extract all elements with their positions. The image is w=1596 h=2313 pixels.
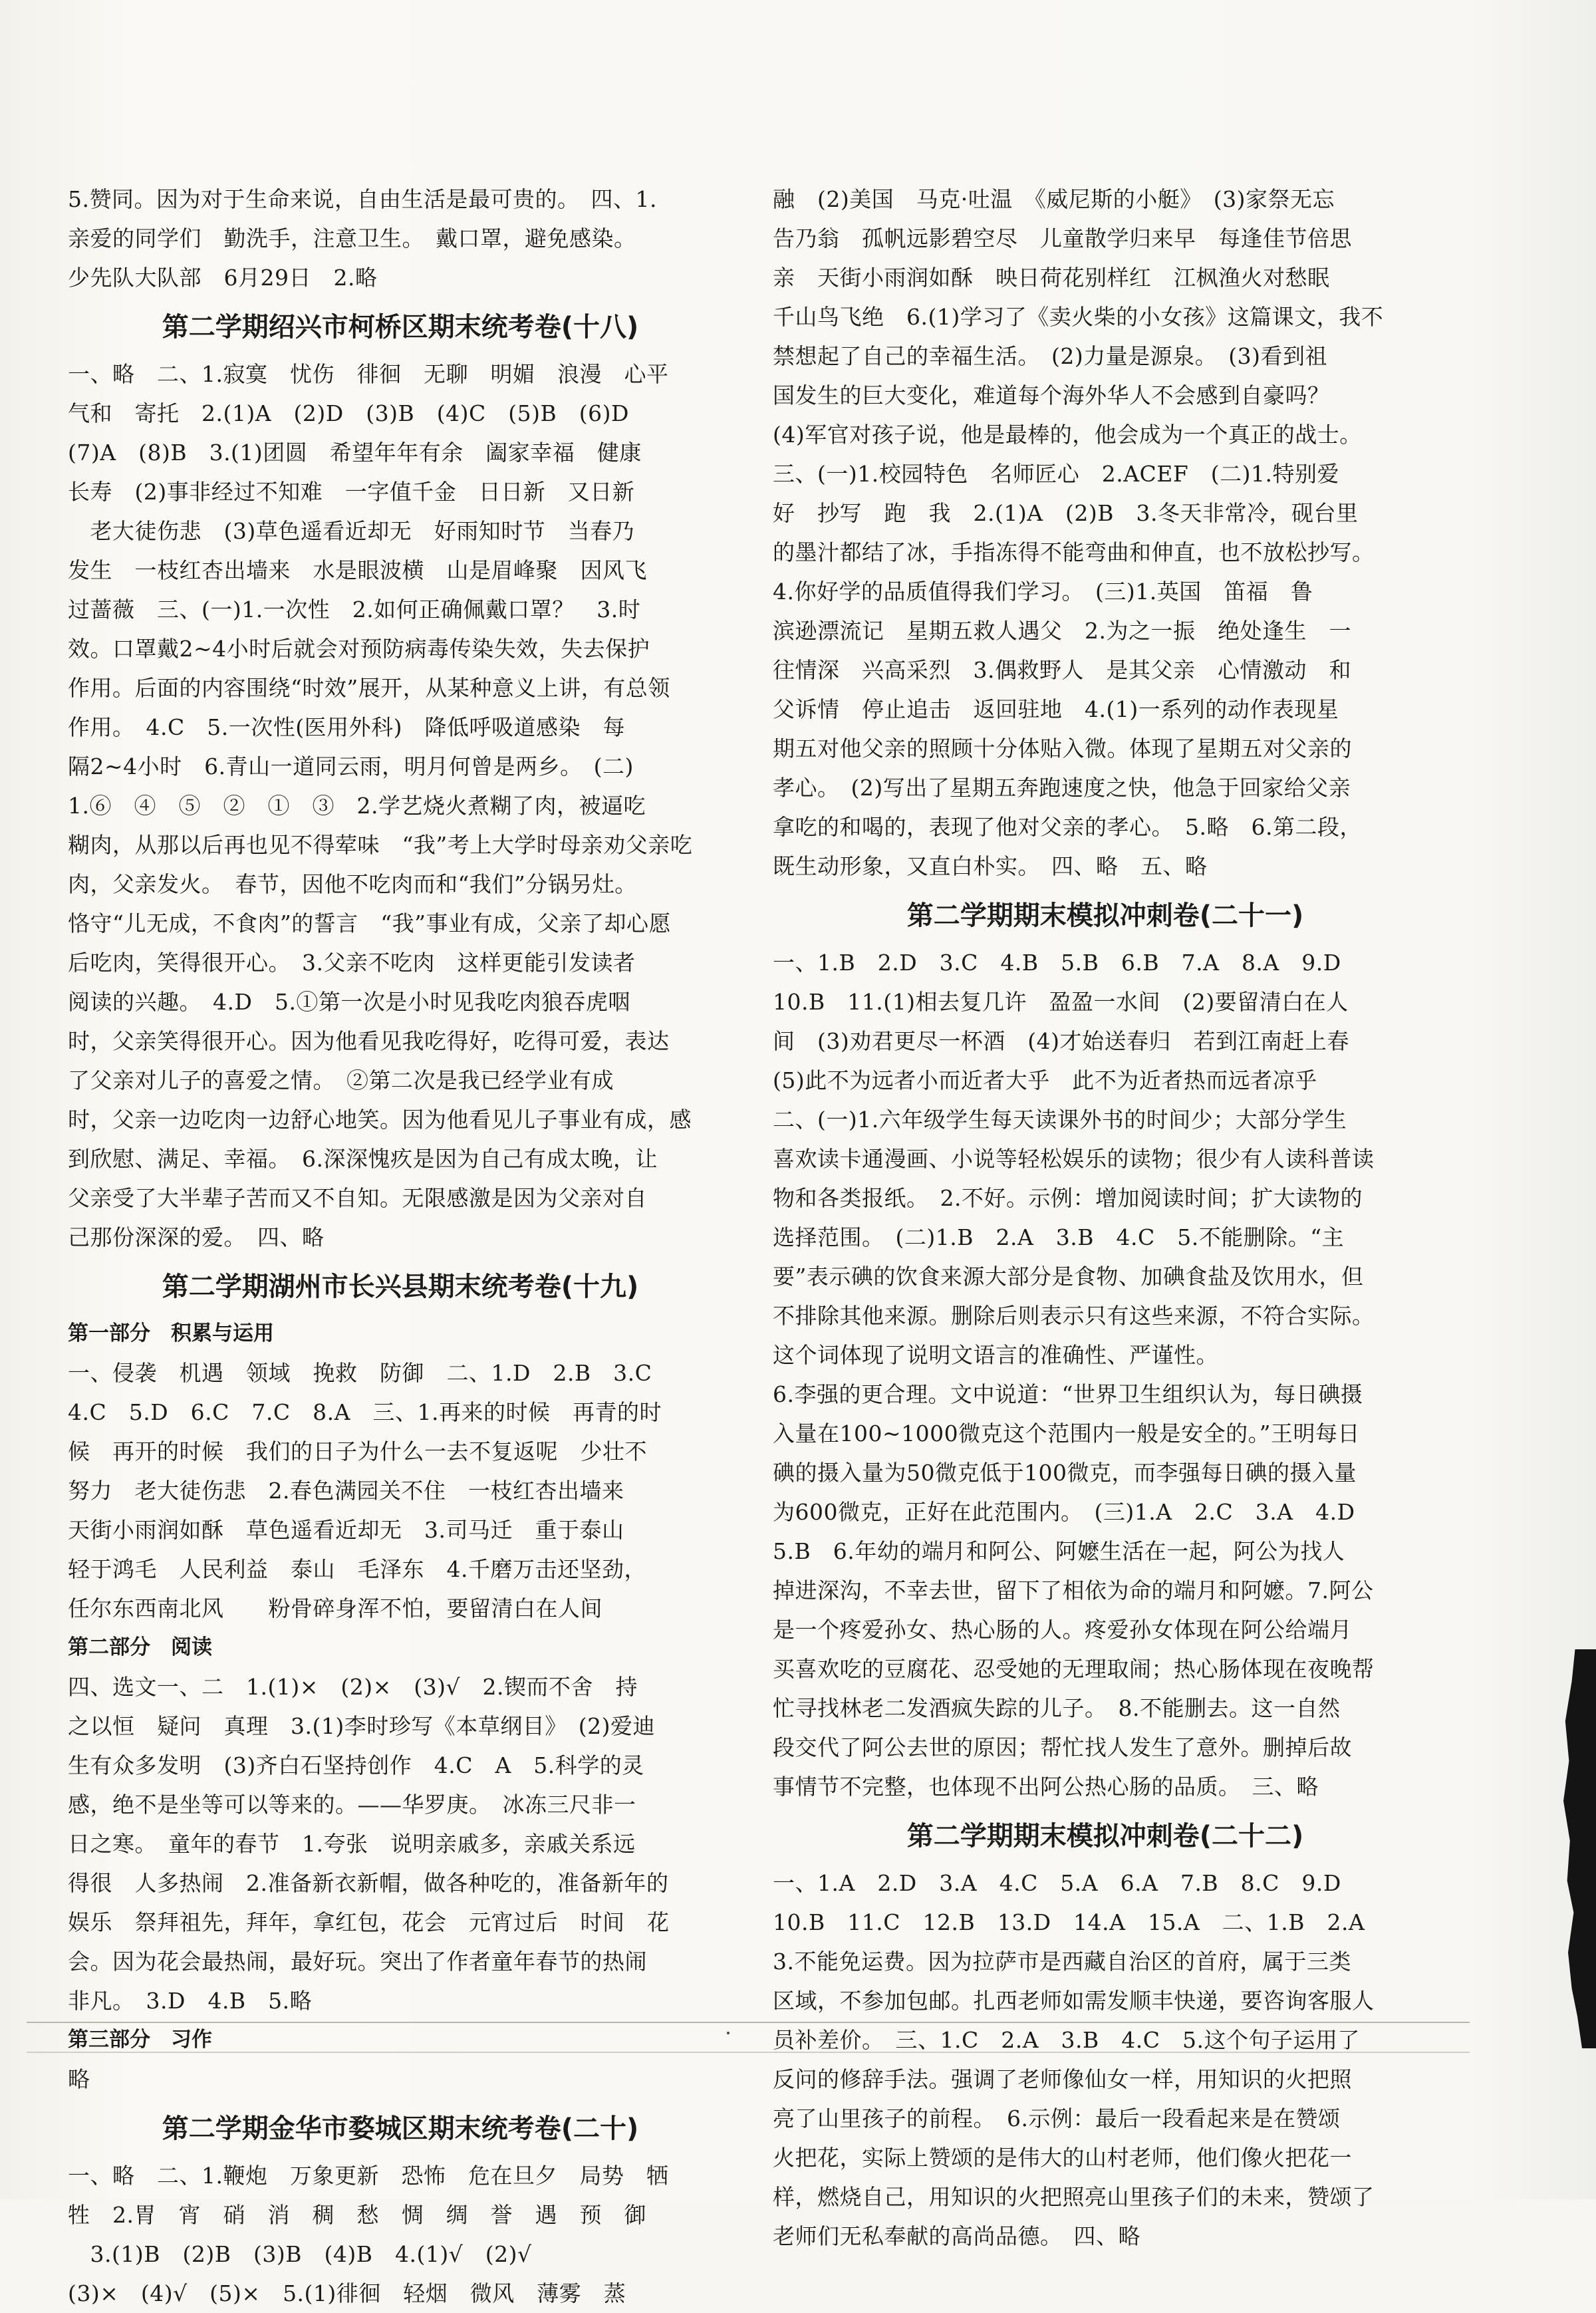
answer-line: 亲爱的同学们 勤洗手，注意卫生。 戴口罩，避免感染。 (68, 225, 636, 251)
scan-speck (727, 2032, 730, 2034)
answer-line: 3.不能免运费。因为拉萨市是西藏自治区的首府，属于三类 (773, 1949, 1351, 1974)
section-heading: 第二学期湖州市长兴县期末统考卷(十九) (162, 1272, 639, 1302)
answer-line: 二、(一)1.六年级学生每天读课外书的时间少；大部分学生 (773, 1107, 1347, 1133)
answer-line: 天街小雨润如酥 草色遥看近却无 3.司马迁 重于泰山 (68, 1517, 624, 1543)
answer-line: 一、略 二、1.鞭炮 万象更新 恐怖 危在旦夕 局势 牺 (68, 2163, 669, 2189)
answer-line: 气和 寄托 2.(1)A (2)D (3)B (4)C (5)B (6)D (68, 400, 629, 426)
answer-line: 告乃翁 孤帆远影碧空尽 儿童散学归来早 每逢佳节倍思 (773, 225, 1352, 251)
answer-line: 亮了山里孩子的前程。 6.示例：最后一段看起来是在赞颂 (773, 2106, 1341, 2131)
answer-line: 三、(一)1.校园特色 名师匠心 2.ACEF (二)1.特别爱 (773, 461, 1340, 487)
answer-line: (4)军官对孩子说，他是最棒的，他会成为一个真正的战士。 (773, 422, 1362, 448)
answer-line: 事情节不完整，也体现不出阿公热心肠的品质。 三、略 (773, 1774, 1319, 1800)
answer-line: 效。口罩戴2~4小时后就会对预防病毒传染失效，失去保护 (68, 636, 650, 662)
part-subheading: 第三部分 习作 (68, 2028, 212, 2052)
part-subheading: 第二部分 阅读 (68, 1635, 212, 1659)
answer-line: 父诉情 停止追击 返回驻地 4.(1)一系列的动作表现星 (773, 696, 1339, 722)
answer-line: 为600微克，正好在此范围内。 (三)1.A 2.C 3.A 4.D (773, 1499, 1355, 1525)
answer-line: 孝心。 (2)写出了星期五奔跑速度之快，他急于回家给父亲 (773, 775, 1351, 801)
answer-line: 这个词体现了说明文语言的准确性、严谨性。 (773, 1342, 1218, 1368)
answer-line: 糊肉，从那以后再也见不得荤味 “我”考上大学时母亲劝父亲吃 (68, 832, 693, 858)
bottom-rule-2 (27, 2052, 1470, 2053)
answer-line: 隔2~4小时 6.青山一道同云雨，明月何曾是两乡。 (二) (68, 753, 634, 779)
answer-line: (5)此不为远者小而近者大乎 此不为近者热而远者凉乎 (773, 1067, 1317, 1093)
answer-line: 期五对他父亲的照顾十分体贴入微。体现了星期五对父亲的 (773, 736, 1352, 761)
answer-line: 一、略 二、1.寂寞 忧伤 徘徊 无聊 明媚 浪漫 心平 (68, 361, 669, 387)
answer-line: 牲 2.胃 宵 硝 消 稠 愁 惆 绸 誉 遇 预 御 (68, 2202, 646, 2228)
section-heading: 第二学期期末模拟冲刺卷(二十二) (906, 1821, 1304, 1851)
answer-line: 日之寒。 童年的春节 1.夸张 说明亲戚多，亲戚关系远 (68, 1831, 636, 1857)
answer-line: 时，父亲笑得很开心。因为他看见我吃得好，吃得可爱，表达 (68, 1028, 670, 1054)
answer-line: 一、1.A 2.D 3.A 4.C 5.A 6.A 7.B 8.C 9.D (773, 1870, 1341, 1896)
answer-line: 禁想起了自己的幸福生活。 (2)力量是源泉。 (3)看到祖 (773, 343, 1327, 369)
answer-line: 候 再开的时候 我们的日子为什么一去不复返呢 少壮不 (68, 1438, 647, 1464)
answer-line: 得很 人多热闹 2.准备新衣新帽，做各种吃的，准备新年的 (68, 1870, 669, 1896)
answer-line: 10.B 11.C 12.B 13.D 14.A 15.A 二、1.B 2.A (773, 1909, 1365, 1935)
answer-line: 后吃肉，笑得很开心。 3.父亲不吃肉 这样更能引发读者 (68, 950, 636, 976)
answer-line: 是一个疼爱孙女、热心肠的人。疼爱孙女体现在阿公给端月 (773, 1617, 1352, 1643)
answer-line: 反问的修辞手法。强调了老师像仙女一样，用知识的火把照 (773, 2066, 1352, 2092)
answer-line: 区域，不参加包邮。扎西老师如需发顺丰快递，要咨询客服人 (773, 1988, 1375, 2014)
answer-line: 要”表示碘的饮食来源大部分是食物、加碘食盐及饮用水，但 (773, 1264, 1364, 1290)
answer-line: 滨逊漂流记 星期五救人遇父 2.为之一振 绝处逢生 一 (773, 618, 1351, 644)
left-column (68, 180, 733, 2313)
answer-line: 作用。 4.C 5.一次性(医用外科) 降低呼吸道感染 每 (68, 714, 625, 740)
section-heading: 第二学期金华市婺城区期末统考卷(二十) (162, 2113, 639, 2144)
answer-line: 火把花，实际上赞颂的是伟大的山村老师，他们像火把花一 (773, 2145, 1352, 2171)
answer-line: 到欣慰、满足、幸福。 6.深深愧疚是因为自己有成太晚，让 (68, 1146, 658, 1172)
answer-line: 间 (3)劝君更尽一杯酒 (4)才始送春归 若到江南赶上春 (773, 1028, 1349, 1054)
answer-line: 的墨汁都结了冰，手指冻得不能弯曲和伸直，也不放松抄写。 (773, 539, 1375, 565)
answer-line: 过蔷薇 三、(一)1.一次性 2.如何正确佩戴口罩？ 3.时 (68, 597, 641, 622)
answer-line: 任尔东西南北风 粉骨碎身浑不怕，要留清白在人间 (68, 1595, 602, 1621)
answer-line: 1.⑥ ④ ⑤ ② ① ③ 2.学艺烧火煮糊了肉，被逼吃 (68, 793, 646, 819)
answer-line: 4.你好学的品质值得我们学习。 (三)1.英国 笛福 鲁 (773, 579, 1313, 605)
answer-line: 碘的摄入量为50微克低于100微克，而李强每日碘的摄入量 (773, 1460, 1357, 1486)
section-heading: 第二学期期末模拟冲刺卷(二十一) (906, 900, 1304, 931)
answer-line: 员补差价。 三、1.C 2.A 3.B 4.C 5.这个句子运用了 (773, 2027, 1361, 2053)
answer-line: 四、选文一、二 1.(1)× (2)× (3)√ 2.锲而不舍 持 (68, 1674, 638, 1700)
right-column (773, 180, 1438, 2256)
answer-line: 物和各类报纸。 2.不好。示例：增加阅读时间；扩大读物的 (773, 1185, 1363, 1211)
answer-line: 作用。后面的内容围绕“时效”展开，从某种意义上讲，有总领 (68, 675, 670, 701)
answer-line: 感，绝不是坐等可以等来的。——华罗庚。 冰冻三尺非一 (68, 1792, 636, 1818)
answer-line: 努力 老大徒伤悲 2.春色满园关不住 一枝红杏出墙来 (68, 1478, 624, 1504)
answer-line: 段交代了阿公去世的原因；帮忙找人发生了意外。删掉后故 (773, 1734, 1352, 1760)
answer-line: 4.C 5.D 6.C 7.C 8.A 三、1.再来的时候 再青的时 (68, 1399, 662, 1425)
answer-line: 时，父亲一边吃肉一边舒心地笑。因为他看见儿子事业有成，感 (68, 1107, 692, 1133)
answer-line: (3)× (4)√ (5)× 5.(1)徘徊 轻烟 微风 薄雾 蒸 (68, 2280, 626, 2306)
answer-line: 10.B 11.(1)相去复几许 盈盈一水间 (2)要留清白在人 (773, 989, 1349, 1015)
answer-line: 喜欢读卡通漫画、小说等轻松娱乐的读物；很少有人读科普读 (773, 1146, 1375, 1172)
answer-line: 掉进深沟，不幸去世，留下了相依为命的端月和阿嬷。7.阿公 (773, 1577, 1374, 1603)
answer-line: 肉，父亲发火。 春节，因他不吃肉而和“我们”分锅另灶。 (68, 871, 637, 897)
answer-line: 轻于鸿毛 人民利益 泰山 毛泽东 4.千磨万击还坚劲， (68, 1556, 646, 1582)
part-subheading: 第一部分 积累与运用 (68, 1321, 274, 1345)
answer-line: 会。因为花会最热闹，最好玩。突出了作者童年春节的热闹 (68, 1949, 647, 1974)
answer-line: 老师们无私奉献的高尚品德。 四、略 (773, 2223, 1140, 2249)
answer-line: 入量在100~1000微克这个范围内一般是安全的。”王明每日 (773, 1421, 1360, 1446)
answer-line: 发生 一枝红杏出墙来 水是眼波横 山是眉峰聚 因风飞 (68, 557, 647, 583)
answer-line: 6.李强的更合理。文中说道：“世界卫生组织认为，每日碘摄 (773, 1381, 1363, 1407)
answer-line: 选择范围。 (二)1.B 2.A 3.B 4.C 5.不能删除。“主 (773, 1224, 1345, 1250)
answer-line: 一、1.B 2.D 3.C 4.B 5.B 6.B 7.A 8.A 9.D (773, 950, 1341, 976)
answer-line: 样，燃烧自己，用知识的火把照亮山里孩子们的未来，赞颂了 (773, 2184, 1375, 2210)
answer-line: 己那份深深的爱。 四、略 (68, 1224, 325, 1250)
answer-line: 恪守“儿无成，不食肉”的誓言 “我”事业有成，父亲了却心愿 (68, 910, 671, 936)
answer-line: 5.B 6.年幼的端月和阿公、阿嬷生活在一起，阿公为找人 (773, 1538, 1345, 1564)
answer-line: 买喜欢吃的豆腐花、忍受她的无理取闹；热心肠体现在夜晚帮 (773, 1656, 1375, 1682)
answer-line: 一、侵袭 机遇 领域 挽救 防御 二、1.D 2.B 3.C (68, 1360, 652, 1386)
answer-line: 好 抄写 跑 我 2.(1)A (2)B 3.冬天非常冷，砚台里 (773, 500, 1359, 526)
answer-line: 既生动形象，又直白朴实。 四、略 五、略 (773, 853, 1208, 879)
answer-line: 之以恒 疑问 真理 3.(1)李时珍写《本草纲目》 (2)爱迪 (68, 1713, 655, 1739)
answer-line: 娱乐 祭拜祖先，拜年，拿红包，花会 元宵过后 时间 花 (68, 1909, 670, 1935)
bottom-rule (27, 2022, 1470, 2023)
answer-line: 少先队大队部 6月29日 2.略 (68, 265, 378, 291)
answer-line: 老大徒伤悲 (3)草色遥看近却无 好雨知时节 当春乃 (68, 518, 635, 544)
answer-line: 国发生的巨大变化，难道每个海外华人不会感到自豪吗？ (773, 382, 1330, 408)
answer-line: (7)A (8)B 3.(1)团圆 希望年年有余 阖家幸福 健康 (68, 440, 642, 466)
answer-line: 5.赞同。因为对于生命来说，自由生活是最可贵的。 四、1. (68, 186, 657, 212)
answer-line: 忙寻找林老二发酒疯失踪的儿子。 8.不能删去。这一自然 (773, 1695, 1341, 1721)
section-heading: 第二学期绍兴市柯桥区期末统考卷(十八) (162, 312, 639, 342)
answer-line: 往情深 兴高采烈 3.偶救野人 是其父亲 心情激动 和 (773, 657, 1351, 683)
answer-line: 亲 天街小雨润如酥 映日荷花别样红 江枫渔火对愁眠 (773, 265, 1330, 291)
answer-line: 阅读的兴趣。 4.D 5.①第一次是小时见我吃肉狼吞虎咽 (68, 989, 630, 1015)
answer-line: 略 (68, 2066, 90, 2092)
answer-line: 融 (2)美国 马克·吐温 《威尼斯的小艇》 (3)家祭无忘 (773, 186, 1335, 212)
answer-line: 父亲受了大半辈子苦而又不自知。无限感激是因为父亲对自 (68, 1185, 647, 1211)
answer-line: 拿吃的和喝的，表现了他对父亲的孝心。 5.略 6.第二段， (773, 814, 1362, 840)
answer-line: 了父亲对儿子的喜爱之情。 ②第二次是我已经学业有成 (68, 1067, 614, 1093)
answer-line: 3.(1)B (2)B (3)B (4)B 4.(1)√ (2)√ (68, 2241, 532, 2267)
answer-line: 不排除其他来源。删除后则表示只有这些来源，不符合实际。 (773, 1303, 1375, 1329)
answer-line: 千山鸟飞绝 6.(1)学习了《卖火柴的小女孩》这篇课文，我不 (773, 304, 1384, 330)
answer-line: 长寿 (2)事非经过不知难 一字值千金 日日新 又日新 (68, 479, 635, 505)
answer-line: 生有众多发明 (3)齐白石坚持创作 4.C A 5.科学的灵 (68, 1752, 644, 1778)
answer-line: 非凡。 3.D 4.B 5.略 (68, 1988, 313, 2014)
